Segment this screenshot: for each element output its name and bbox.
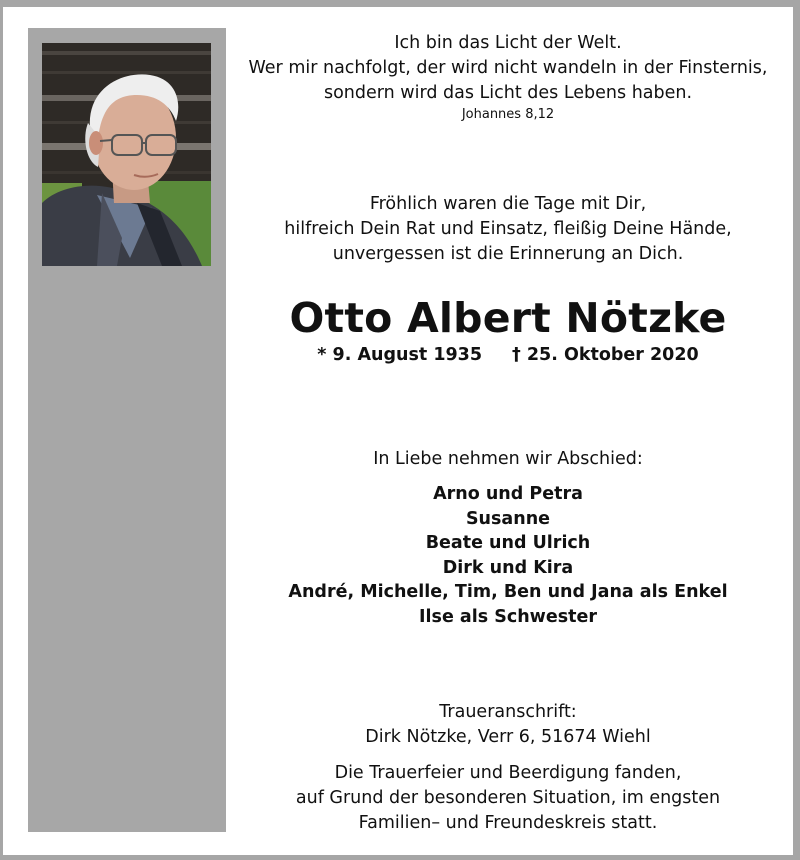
poem <box>230 192 786 267</box>
mourners-list <box>230 482 786 629</box>
verse-line: sondern wird das Licht des Lebens haben. <box>323 83 693 103</box>
notice-line: auf Grund der besonderen Situation, im engsten <box>295 788 721 808</box>
portrait-photo <box>42 43 211 266</box>
deceased-block <box>230 293 786 367</box>
poem-line: Fröhlich waren die Tage mit Dir, <box>369 194 647 214</box>
birth-date: * 9. August 1935 <box>317 345 483 365</box>
death-date: † 25. Oktober 2020 <box>512 345 699 365</box>
mourner-entry: Dirk und Kira <box>442 557 574 578</box>
mourner-entry: André, Michelle, Tim, Ben und Jana als Enkel <box>288 582 728 602</box>
bible-verse <box>230 31 786 124</box>
verse-line: Wer mir nachfolgt, der wird nicht wandeln in der Finsternis, <box>248 58 768 78</box>
poem-line: unvergessen ist die Erinnerung an Dich. <box>332 244 684 264</box>
notice-line: Familien– und Freundeskreis statt. <box>358 813 658 833</box>
life-dates <box>230 343 786 367</box>
address-value: Dirk Nötzke, Verr 6, 51674 Wiehl <box>365 727 651 747</box>
mourner-entry: Arno und Petra <box>433 484 583 504</box>
verse-line: Ich bin das Licht der Welt. <box>394 33 622 53</box>
ceremony-notice <box>230 761 786 836</box>
portrait-illustration <box>42 43 211 266</box>
notice-line: Die Trauerfeier und Beerdigung fanden, <box>334 763 682 783</box>
farewell-intro-block <box>230 447 786 472</box>
sidebar-panel <box>28 28 226 832</box>
mourner-entry: Beate und Ulrich <box>425 533 591 553</box>
deceased-name: Otto Albert Nötzke <box>289 294 727 342</box>
farewell-intro: In Liebe nehmen wir Abschied: <box>373 449 643 469</box>
address-block <box>230 700 786 750</box>
mourner-entry: Susanne <box>465 508 551 529</box>
address-label: Traueranschrift: <box>439 702 577 722</box>
poem-line: hilfreich Dein Rat und Einsatz, fleißig Deine Hände, <box>284 219 732 239</box>
mourner-entry: Ilse als Schwester <box>419 606 597 627</box>
verse-reference: Johannes 8,12 <box>461 107 555 122</box>
